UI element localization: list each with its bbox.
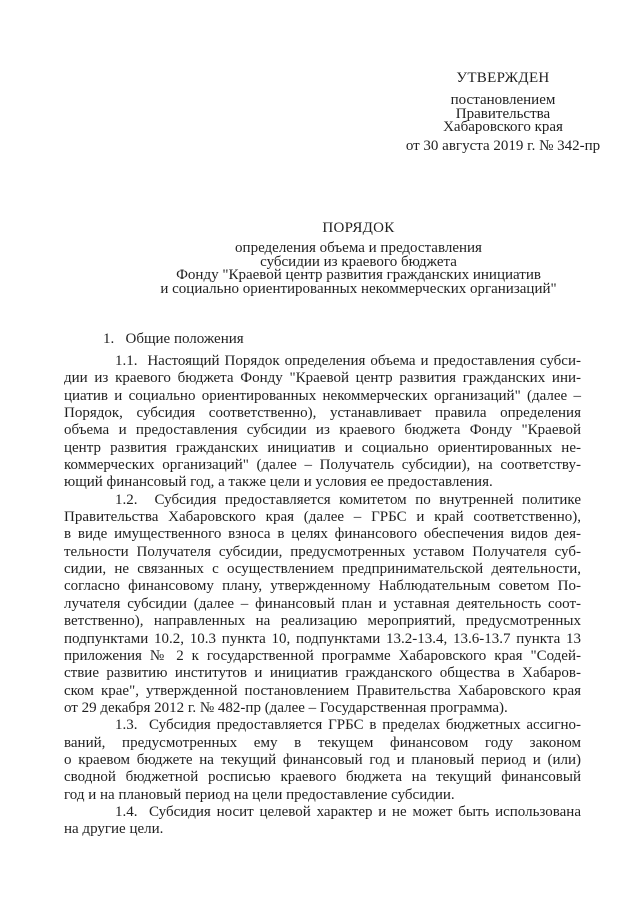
text-line: центр развития гражданских инициатив и социально ориентированных не- [64, 439, 581, 456]
text-line: от 29 декабря 2012 г. № 482-пр (далее – Государственная программа). [64, 699, 508, 716]
text-line: 1.2. Субсидия предоставляется комитетом по внутренней политике [115, 491, 581, 508]
text-line: 1.3. Субсидия предоставляется ГРБС в пределах бюджетных ассигно- [115, 717, 581, 734]
text-line: в виде имущественного взноса в целях финансового обеспечения видов дея- [64, 526, 581, 543]
text-line: сводной бюджетной росписью краевого бюджета на текущий финансовый [64, 769, 581, 786]
subtitle-line: определения объема и предоставления [235, 240, 482, 256]
approval-order-reference: от 30 августа 2019 г. № 342-пр [405, 137, 601, 154]
paragraph-1-2 [64, 492, 581, 717]
text-line: циатив и социально ориентированных некоммерческих организаций" (далее – [64, 387, 581, 404]
approval-authority-line: Хабаровского края [443, 119, 563, 135]
document-body [64, 353, 581, 839]
paragraph-1-3 [64, 717, 581, 804]
approval-approved-label: УТВЕРЖДЕН [456, 70, 550, 86]
document-title-block [64, 221, 581, 296]
document-subtitle [136, 242, 581, 296]
text-line: Правительства Хабаровского края (далее – ГРБС и край соответственно), [64, 509, 581, 526]
text-line: год и на плановый период на цели предоставление субсидии. [64, 786, 455, 803]
approval-authority-lines [404, 94, 602, 135]
text-line: на другие цели. [64, 821, 164, 838]
text-line: коммерческих организаций" (далее – Получатель субсидии), на соответству- [64, 457, 581, 474]
subtitle-line: и социально ориентированных некоммерческих организаций" [160, 280, 557, 297]
text-line: приложения № 2 к государственной программе Хабаровского края "Содей- [64, 647, 581, 664]
text-line: о краевом бюджете на текущий финансовый год и плановый период и (или) [64, 751, 581, 768]
text-line: ветственно), направленных на реализацию мероприятий, предусмотренных [64, 613, 581, 630]
text-line: Порядок, субсидия соответственно), устанавливает правила определения [64, 405, 581, 422]
text-line: лучателя субсидии (далее – финансовый план и уставная деятельность соот- [64, 595, 581, 612]
approval-block [404, 71, 602, 154]
subtitle-line: субсидии из краевого бюджета [260, 253, 457, 270]
text-line: подпунктами 10.2, 10.3 пункта 10, подпунктами 13.2-13.4, 13.6-13.7 пункта 13 [64, 630, 581, 647]
approval-authority-line: Правительства [455, 105, 551, 122]
paragraph-1-1 [64, 353, 581, 492]
text-line: ствие развитию институтов и инициатив гражданского общества в Хабаров- [64, 665, 581, 682]
subtitle-line: Фонду "Краевой центр развития гражданских инициатив [176, 267, 541, 283]
approval-authority-line: постановлением [450, 92, 556, 108]
text-line: сидии, не связанных с осуществлением предпринимательской деятельности, [64, 561, 581, 578]
text-line: 1.1. Настоящий Порядок определения объема и предоставления субси- [115, 353, 581, 369]
text-line: тельности Получателя субсидии, предусмотренных уставом Получателя суб- [64, 543, 581, 560]
text-line: ваний, предусмотренных ему в текущем финансовом году законом [64, 734, 581, 751]
text-line: 1.4. Субсидия носит целевой характер и не может быть использована [115, 803, 581, 820]
document-title: ПОРЯДОК [322, 220, 395, 236]
text-line: согласно финансовому плану, утвержденному Наблюдательным советом По- [64, 578, 581, 595]
section-heading: 1. Общие положения [103, 331, 244, 347]
text-line: ющий финансовый год, а также цели и условия ее предоставления. [64, 474, 493, 491]
text-line: объема и предоставления субсидии из краевого бюджета Фонду "Краевой [64, 422, 581, 439]
paragraph-1-4 [64, 804, 581, 839]
text-line: дии из краевого бюджета Фонду "Краевой центр развития гражданских ини- [64, 370, 581, 387]
text-line: ском крае", утвержденной постановлением Правительства Хабаровского края [64, 682, 581, 699]
